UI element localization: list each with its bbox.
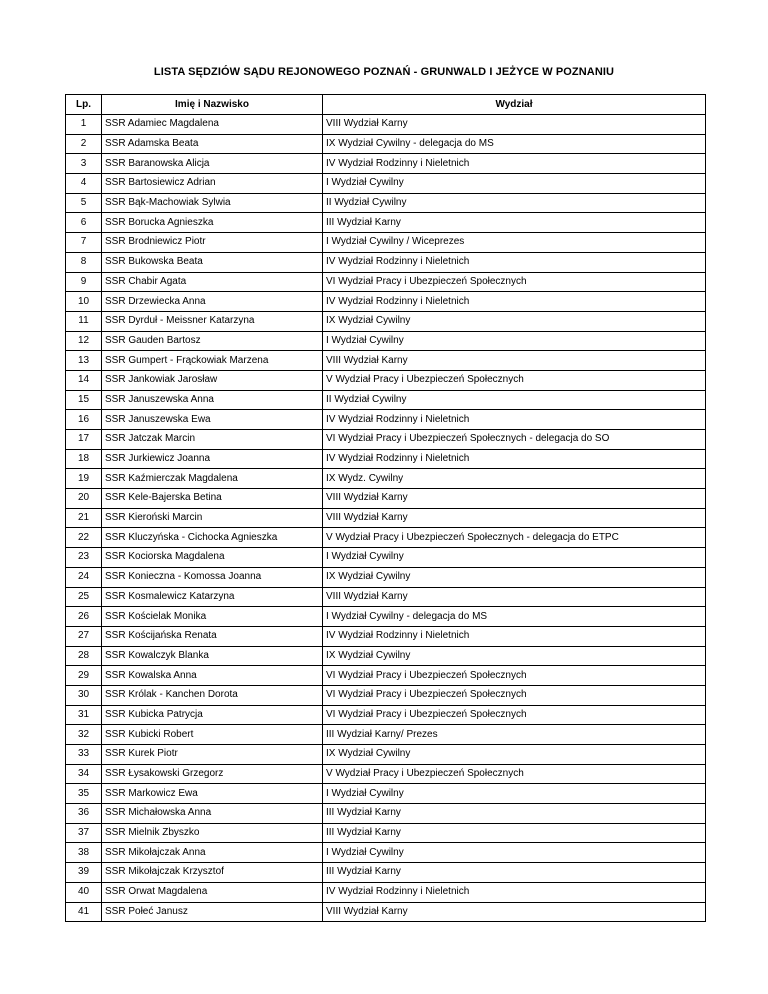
- judge-department: IV Wydział Rodzinny i Nieletnich: [323, 252, 706, 272]
- table-row: [66, 252, 706, 272]
- judge-department: IX Wydział Cywilny: [323, 745, 706, 765]
- judge-department: III Wydział Karny/ Prezes: [323, 725, 706, 745]
- row-number: 27: [66, 626, 102, 646]
- row-number: 15: [66, 390, 102, 410]
- row-number: 7: [66, 233, 102, 253]
- table-row: [66, 489, 706, 509]
- judge-name: SSR Borucka Agnieszka: [102, 213, 323, 233]
- judge-name: SSR Kubicka Patrycja: [102, 705, 323, 725]
- row-number: 8: [66, 252, 102, 272]
- judge-department: VI Wydział Pracy i Ubezpieczeń Społecznych: [323, 272, 706, 292]
- judge-department: IX Wydział Cywilny - delegacja do MS: [323, 134, 706, 154]
- judge-department: III Wydział Karny: [323, 213, 706, 233]
- judge-department: I Wydział Cywilny: [323, 784, 706, 804]
- header-row: [66, 95, 706, 115]
- table-row: [66, 705, 706, 725]
- row-number: 39: [66, 863, 102, 883]
- judge-department: IV Wydział Rodzinny i Nieletnich: [323, 154, 706, 174]
- judge-name: SSR Gumpert - Frąckowiak Marzena: [102, 351, 323, 371]
- row-number: 14: [66, 370, 102, 390]
- judge-name: SSR Kościelak Monika: [102, 607, 323, 627]
- judge-department: VIII Wydział Karny: [323, 115, 706, 135]
- judge-name: SSR Kieroński Marcin: [102, 508, 323, 528]
- judge-name: SSR Orwat Magdalena: [102, 882, 323, 902]
- judge-department: IX Wydział Cywilny: [323, 646, 706, 666]
- judge-name: SSR Kaźmierczak Magdalena: [102, 469, 323, 489]
- table-row: [66, 725, 706, 745]
- judge-department: IX Wydział Cywilny: [323, 567, 706, 587]
- row-number: 34: [66, 764, 102, 784]
- table-row: [66, 292, 706, 312]
- row-number: 12: [66, 331, 102, 351]
- table-row: [66, 508, 706, 528]
- judge-name: SSR Kele-Bajerska Betina: [102, 489, 323, 509]
- header-name: Imię i Nazwisko: [102, 95, 323, 115]
- table-row: [66, 193, 706, 213]
- row-number: 21: [66, 508, 102, 528]
- row-number: 24: [66, 567, 102, 587]
- table-row: [66, 685, 706, 705]
- table-row: [66, 528, 706, 548]
- row-number: 17: [66, 430, 102, 450]
- judge-department: III Wydział Karny: [323, 823, 706, 843]
- row-number: 30: [66, 685, 102, 705]
- judge-name: SSR Chabir Agata: [102, 272, 323, 292]
- judge-name: SSR Kosmalewicz Katarzyna: [102, 587, 323, 607]
- table-row: [66, 469, 706, 489]
- judge-name: SSR Łysakowski Grzegorz: [102, 764, 323, 784]
- judge-department: I Wydział Cywilny: [323, 331, 706, 351]
- row-number: 1: [66, 115, 102, 135]
- table-row: [66, 863, 706, 883]
- table-row: [66, 213, 706, 233]
- row-number: 32: [66, 725, 102, 745]
- judge-department: I Wydział Cywilny: [323, 548, 706, 568]
- judge-name: SSR Kubicki Robert: [102, 725, 323, 745]
- table-row: [66, 370, 706, 390]
- judge-name: SSR Mielnik Zbyszko: [102, 823, 323, 843]
- judge-department: V Wydział Pracy i Ubezpieczeń Społecznych - delegacja do ETPC: [323, 528, 706, 548]
- judge-name: SSR Kociorska Magdalena: [102, 548, 323, 568]
- judge-department: IV Wydział Rodzinny i Nieletnich: [323, 626, 706, 646]
- judge-name: SSR Mikołajczak Anna: [102, 843, 323, 863]
- judge-department: V Wydział Pracy i Ubezpieczeń Społecznych: [323, 370, 706, 390]
- row-number: 6: [66, 213, 102, 233]
- table-row: [66, 646, 706, 666]
- judge-name: SSR Bartosiewicz Adrian: [102, 174, 323, 194]
- row-number: 19: [66, 469, 102, 489]
- judge-name: SSR Michałowska Anna: [102, 804, 323, 824]
- row-number: 16: [66, 410, 102, 430]
- row-number: 28: [66, 646, 102, 666]
- table-row: [66, 449, 706, 469]
- row-number: 40: [66, 882, 102, 902]
- judge-department: VIII Wydział Karny: [323, 587, 706, 607]
- table-row: [66, 134, 706, 154]
- table-row: [66, 902, 706, 922]
- table-row: [66, 331, 706, 351]
- row-number: 4: [66, 174, 102, 194]
- table-row: [66, 784, 706, 804]
- judge-department: VI Wydział Pracy i Ubezpieczeń Społecznych - delegacja do SO: [323, 430, 706, 450]
- judge-name: SSR Januszewska Ewa: [102, 410, 323, 430]
- row-number: 26: [66, 607, 102, 627]
- judge-department: VI Wydział Pracy i Ubezpieczeń Społecznych: [323, 666, 706, 686]
- judge-department: III Wydział Karny: [323, 804, 706, 824]
- table-row: [66, 233, 706, 253]
- table-row: [66, 410, 706, 430]
- judge-name: SSR Adamska Beata: [102, 134, 323, 154]
- judge-department: IX Wydz. Cywilny: [323, 469, 706, 489]
- table-row: [66, 843, 706, 863]
- table-row: [66, 154, 706, 174]
- judge-department: IV Wydział Rodzinny i Nieletnich: [323, 292, 706, 312]
- table-row: [66, 882, 706, 902]
- judge-name: SSR Konieczna - Komossa Joanna: [102, 567, 323, 587]
- row-number: 29: [66, 666, 102, 686]
- table-row: [66, 311, 706, 331]
- row-number: 38: [66, 843, 102, 863]
- judge-department: I Wydział Cywilny: [323, 843, 706, 863]
- judge-name: SSR Kurek Piotr: [102, 745, 323, 765]
- table-row: [66, 548, 706, 568]
- row-number: 33: [66, 745, 102, 765]
- judge-department: IX Wydział Cywilny: [323, 311, 706, 331]
- judge-department: IV Wydział Rodzinny i Nieletnich: [323, 882, 706, 902]
- table-row: [66, 390, 706, 410]
- judge-department: VI Wydział Pracy i Ubezpieczeń Społecznych: [323, 705, 706, 725]
- table-body: [66, 115, 706, 922]
- table-row: [66, 764, 706, 784]
- judge-department: VIII Wydział Karny: [323, 902, 706, 922]
- judge-name: SSR Jurkiewicz Joanna: [102, 449, 323, 469]
- row-number: 5: [66, 193, 102, 213]
- judge-name: SSR Baranowska Alicja: [102, 154, 323, 174]
- table-row: [66, 607, 706, 627]
- judge-name: SSR Dyrduł - Meissner Katarzyna: [102, 311, 323, 331]
- judge-name: SSR Adamiec Magdalena: [102, 115, 323, 135]
- table-row: [66, 804, 706, 824]
- judge-name: SSR Brodniewicz Piotr: [102, 233, 323, 253]
- row-number: 31: [66, 705, 102, 725]
- table-row: [66, 823, 706, 843]
- judge-department: I Wydział Cywilny: [323, 174, 706, 194]
- judge-department: II Wydział Cywilny: [323, 390, 706, 410]
- judge-name: SSR Kowalska Anna: [102, 666, 323, 686]
- row-number: 11: [66, 311, 102, 331]
- judge-department: VIII Wydział Karny: [323, 508, 706, 528]
- table-row: [66, 587, 706, 607]
- judge-department: I Wydział Cywilny - delegacja do MS: [323, 607, 706, 627]
- judge-name: SSR Jankowiak Jarosław: [102, 370, 323, 390]
- row-number: 20: [66, 489, 102, 509]
- judge-department: VIII Wydział Karny: [323, 351, 706, 371]
- judge-name: SSR Połeć Janusz: [102, 902, 323, 922]
- row-number: 35: [66, 784, 102, 804]
- judges-table: [65, 94, 706, 922]
- judge-department: IV Wydział Rodzinny i Nieletnich: [323, 410, 706, 430]
- header-lp: Lp.: [66, 95, 102, 115]
- table-row: [66, 174, 706, 194]
- table-row: [66, 666, 706, 686]
- row-number: 23: [66, 548, 102, 568]
- judge-name: SSR Bąk-Machowiak Sylwia: [102, 193, 323, 213]
- judge-name: SSR Markowicz Ewa: [102, 784, 323, 804]
- judge-name: SSR Drzewiecka Anna: [102, 292, 323, 312]
- judge-name: SSR Królak - Kanchen Dorota: [102, 685, 323, 705]
- judge-name: SSR Gauden Bartosz: [102, 331, 323, 351]
- row-number: 36: [66, 804, 102, 824]
- judge-department: IV Wydział Rodzinny i Nieletnich: [323, 449, 706, 469]
- judge-department: VIII Wydział Karny: [323, 489, 706, 509]
- row-number: 3: [66, 154, 102, 174]
- judge-name: SSR Januszewska Anna: [102, 390, 323, 410]
- row-number: 25: [66, 587, 102, 607]
- judge-name: SSR Bukowska Beata: [102, 252, 323, 272]
- table-row: [66, 626, 706, 646]
- row-number: 10: [66, 292, 102, 312]
- judge-department: V Wydział Pracy i Ubezpieczeń Społecznych: [323, 764, 706, 784]
- row-number: 13: [66, 351, 102, 371]
- row-number: 18: [66, 449, 102, 469]
- table-row: [66, 567, 706, 587]
- page-title: LISTA SĘDZIÓW SĄDU REJONOWEGO POZNAŃ - GRUNWALD I JEŻYCE W POZNANIU: [153, 66, 615, 78]
- row-number: 2: [66, 134, 102, 154]
- table-row: [66, 272, 706, 292]
- row-number: 22: [66, 528, 102, 548]
- table-row: [66, 430, 706, 450]
- row-number: 41: [66, 902, 102, 922]
- row-number: 37: [66, 823, 102, 843]
- table-header: [66, 95, 706, 115]
- judge-name: SSR Kluczyńska - Cichocka Agnieszka: [102, 528, 323, 548]
- table-row: [66, 115, 706, 135]
- header-department: Wydział: [323, 95, 706, 115]
- table-row: [66, 745, 706, 765]
- judge-name: SSR Kowalczyk Blanka: [102, 646, 323, 666]
- judge-name: SSR Jatczak Marcin: [102, 430, 323, 450]
- judge-department: I Wydział Cywilny / Wiceprezes: [323, 233, 706, 253]
- judge-name: SSR Kościjańska Renata: [102, 626, 323, 646]
- judge-name: SSR Mikołajczak Krzysztof: [102, 863, 323, 883]
- table-row: [66, 351, 706, 371]
- row-number: 9: [66, 272, 102, 292]
- judge-department: III Wydział Karny: [323, 863, 706, 883]
- judge-department: II Wydział Cywilny: [323, 193, 706, 213]
- judge-department: VI Wydział Pracy i Ubezpieczeń Społecznych: [323, 685, 706, 705]
